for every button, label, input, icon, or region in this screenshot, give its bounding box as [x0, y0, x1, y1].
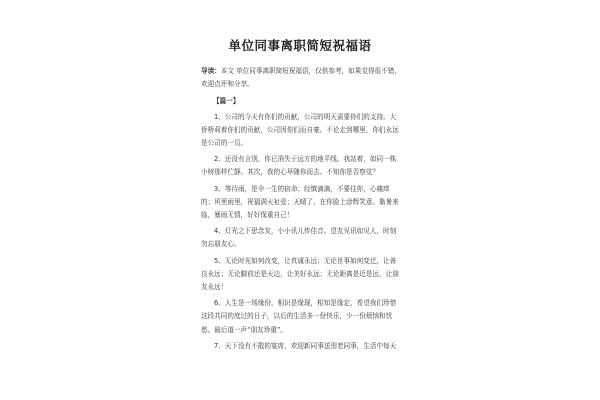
intro-text: 本文 单位同事离职简短祝福语，仅供参考，如果觉得很不错，欢迎点评和分享。: [201, 67, 401, 89]
intro-lead: 导读：: [201, 67, 221, 75]
paragraph-2: 2、还没有言别，你已消失于远方的地平线。我站着，如同一株小树那样伫静。其次，我的心早随你而去。不知你是否察觉？: [201, 155, 397, 177]
document-body: [201, 65, 401, 356]
intro-paragraph: [201, 65, 401, 91]
section-heading: 【篇一】: [213, 97, 240, 106]
paragraph-7: 7、天下没有不散的宴席，欢迎新同事送别老同事，生活中每天: [214, 341, 397, 350]
paragraph-4: 4、灯光之下思念友，小小讯儿传佳音。望友见讯如见人，时刻勿忘朋友心。: [201, 227, 397, 249]
page-title: 单位同事离职简短祝福语: [228, 38, 372, 53]
paragraph-5: 5、无论时光如何改变，让真诚永远；无论世事如何变迁，让善良永远；无论脚前还是天边，让美好永远；无论距离是近是远，让朋友永远！: [201, 256, 399, 292]
paragraph-6: 6、人生是一场缘份，相识是缘现，相知是缘定，希望我们珍惜这段共同的度过的日子，以后的生活多一份快乐，少一份烦恼和忧愁。最后道一声“朋友珍重”。: [201, 299, 397, 334]
paragraph-1: 1、公司的今天有你们的贡献，公司的明天需要你们的支持。大侨桥莉着你们的贡献，公司因你们而自豪。不论走到哪里，你们永远是公司的一员。: [201, 112, 399, 148]
paragraph-3: 3、等待雨，是伞一生的宿命；经慎滴滴，不要往你，心痛痒的；风里雨里，祝福满天祉爱；天晴了，在你脸上涂辉笑意。黏暑来临，暴雨无情，好好保重自己！: [201, 184, 399, 220]
